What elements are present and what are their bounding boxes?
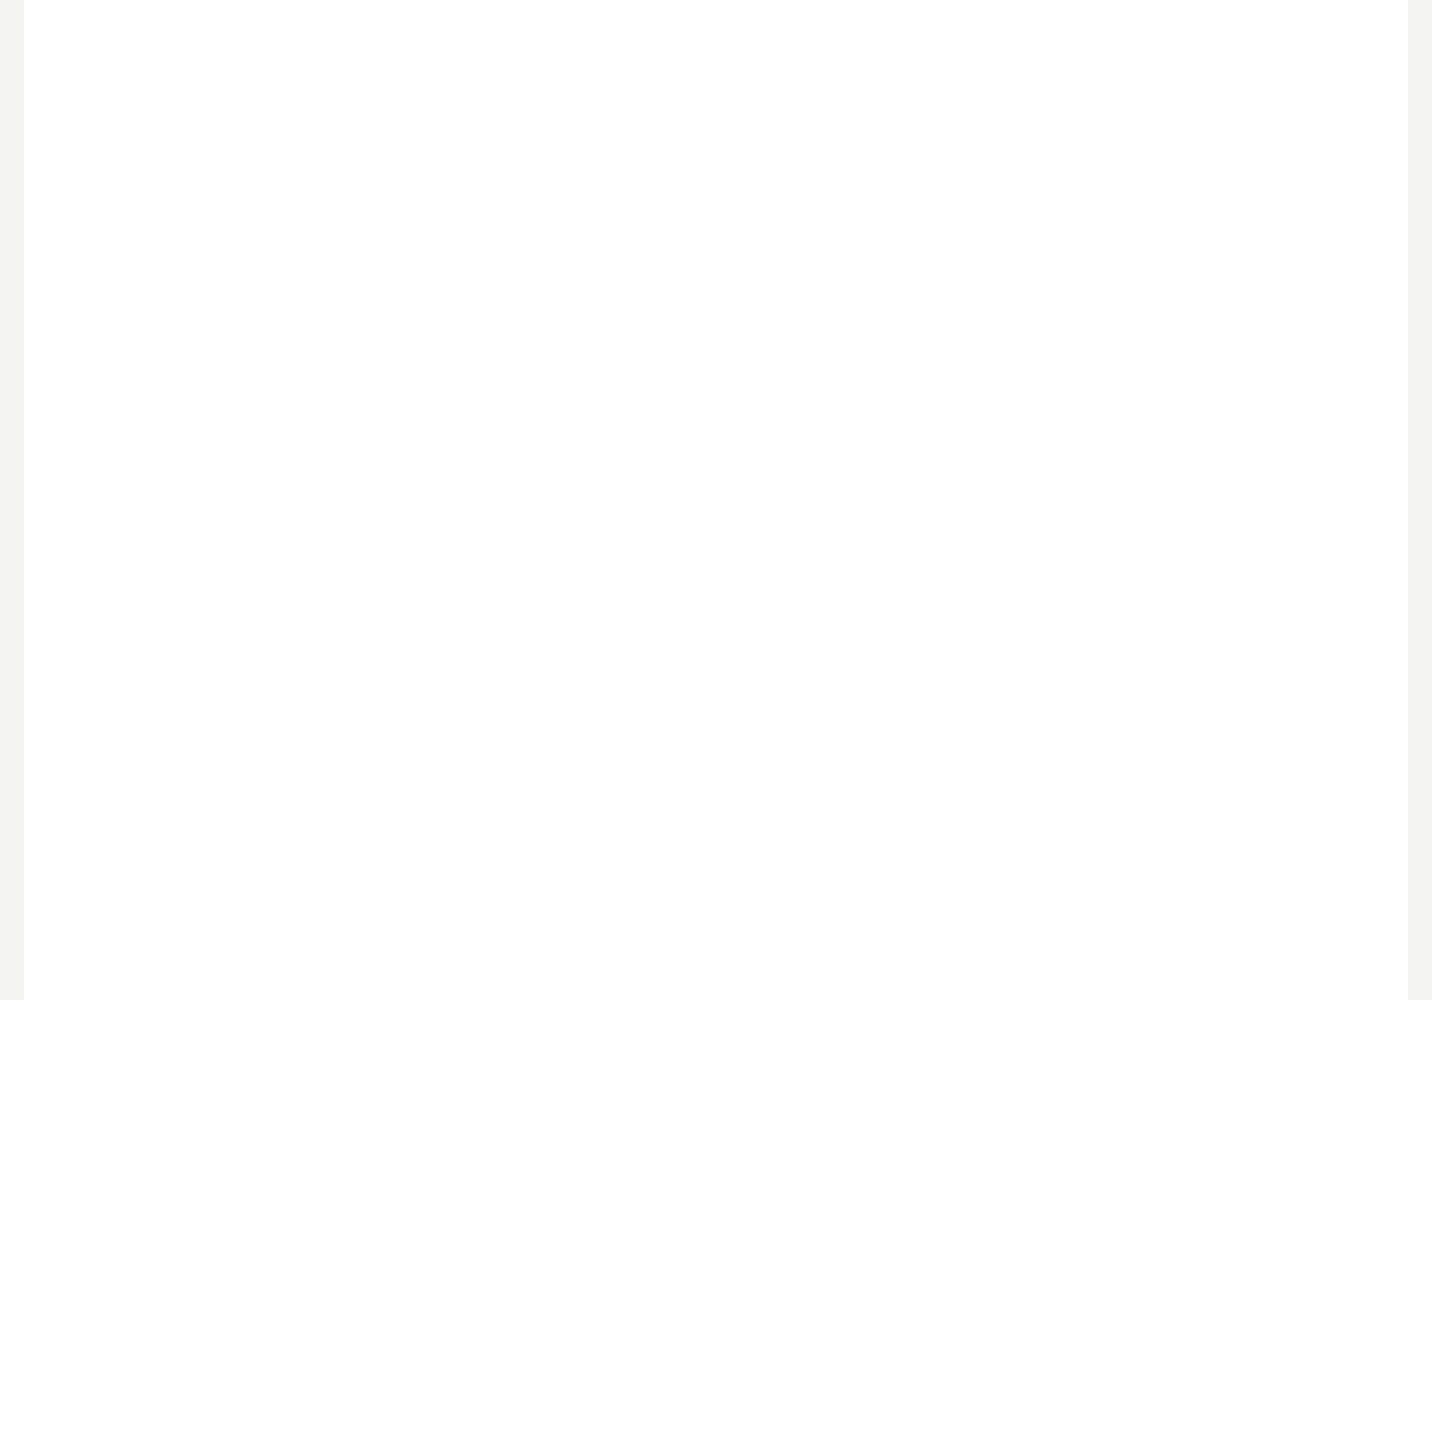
digitization-credit bbox=[0, 432, 22, 1432]
text-column-left bbox=[76, 10, 1376, 482]
text-column-right bbox=[76, 510, 1376, 984]
newspaper-page bbox=[72, 0, 1432, 1000]
page-footer bbox=[36, 10, 76, 986]
running-header bbox=[1380, 12, 1414, 988]
